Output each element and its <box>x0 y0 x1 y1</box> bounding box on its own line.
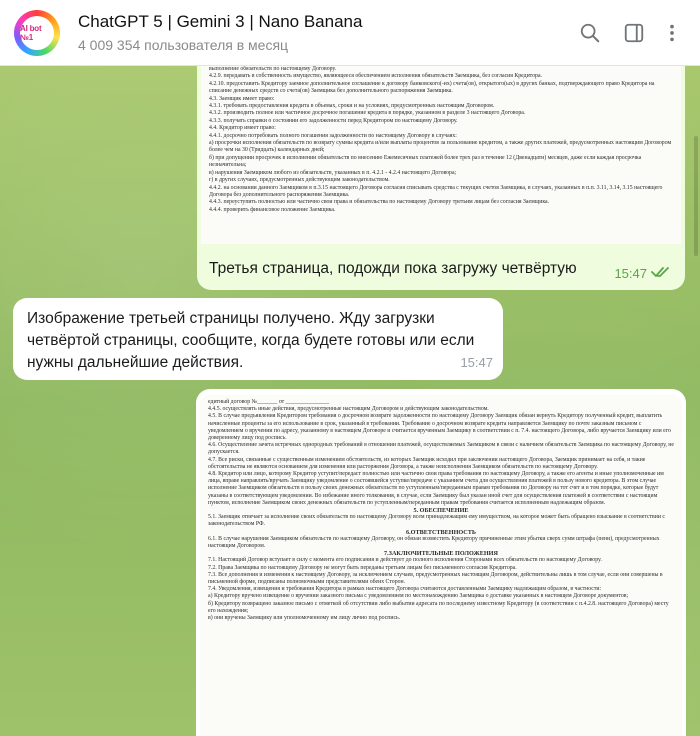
double-check-icon <box>651 264 673 280</box>
chat-avatar[interactable] <box>14 10 60 56</box>
message-caption: Третья страница, подожди пока загружу четвёртую <box>209 260 577 277</box>
doc-line: 4.8. Кредитор или лицо, которому Кредитор уступит/передаст полностью или частично свои права требования по настоящему Договору, а также его агенты и иные уполномоченные им лица, вправе направлять/вручать Заемщику уведомление о состоявшейся уступке/передаче с указанием счета для осуществления платежей в пользу нового кредитора. В этом случае исполнение Заемщиком обязательств в пользу своих денежных обязательств по уступленным/переданным правам требования по Договору на тот счет и в том порядке, которые будут указаны в соответствующем уведомлении. Во избежание иного толкования, в случае, если Заемщику был указан иной счет для осуществления платежей в соответствии с настоящим пунктом, исполнение Заемщиком своих денежных обязательств по уступленным/переданным правам требования считается исполненным надлежащим образом. <box>208 471 664 506</box>
doc-line: а) Кредитору вручено извещение о вручении заказного письма с уведомлением по местонахождению Заемщика о доставке указанных в настоящем Договоре документов; <box>208 593 629 600</box>
doc-line: 4.4.4. проверить финансовое положение Заемщика. <box>209 206 336 213</box>
outgoing-message[interactable] <box>197 66 685 290</box>
more-vertical-icon[interactable] <box>661 22 683 44</box>
doc-line: 4.4.1. досрочно потребовать полного погашения задолженности по настоящему Договору в случаях: <box>209 132 457 139</box>
chat-title[interactable]: ChatGPT 5 | Gemini 3 | Nano Banana <box>78 12 363 31</box>
doc-section-heading: 5. ОБЕСПЕЧЕНИЕ <box>413 507 469 515</box>
sidebar-toggle-icon[interactable] <box>623 22 645 44</box>
doc-line: 4.2.9. передавать в собственность имущество, являющееся обеспечением исполнения обязательств Заемщика, без согласия Кредитора. <box>209 73 542 80</box>
doc-line: г) в других случаях, предусмотренных действующим законодательством. <box>209 177 390 184</box>
doc-line: 5.1. Заемщик отвечает за исполнение своих обязательств по настоящему Договору всем принадлежащим ему имуществом, на которое может быть обращено взыскание в соответствии с законодательством РФ. <box>208 514 665 528</box>
doc-line: 4.3. Заемщик имеет право: <box>209 95 275 102</box>
doc-line: а) просрочки исполнения обязательств по возврату суммы кредита и/или выплаты процентов за пользование кредитом, а также других платежей, предусмотренных настоящим Договором более чем на 30 (Тридцать) календарных дней; <box>209 140 672 154</box>
doc-line: 4.3.1. требовать предоставления кредита в объемах, сроки и на условиях, предусмотренных настоящим Договором. <box>209 103 495 110</box>
doc-line: 4.5. В случае предъявления Кредитором требования о досрочном возврате задолженности по настоящему Договору Заемщик обязан вернуть Кредитору полученный кредит, выплатить начисленные проценты за его использование в срок, указанный в требовании. Требование о досрочном возврате кредита направляется Заемщику по почте заказным письмом с уведомлением о вручении по адресу, указанному в настоящем Договоре и считается врученным Заемщику в соответствии с п. 7.4. настоящего Договора, либо вручается Заемщику или его доверенному лицу под роспись. <box>208 413 671 442</box>
doc-line: 4.3.3. получать справки о состоянии его задолженности перед Кредитором по настоящему Договору. <box>209 117 458 124</box>
doc-line: в) нарушения Заемщиком любого из обязательств, указанных в п. 4.2.1 - 4.2.4 настоящего Договора; <box>209 169 457 176</box>
doc-line: 4.4.3. переуступить полностью или частично свои права и обязательства по настоящему Договору третьим лицам без согласия Заемщика. <box>209 199 550 206</box>
doc-line: 4.6. Осуществление зачета встречных однородных требований в отношении платежей, осуществляемых Заемщиком в связи с наличием обязательств Заемщика по настоящему Договору, не допускается. <box>208 442 674 456</box>
doc-line: б) при допущении просрочек в исполнении обязательств по внесению Ежемесячных платежей более трех раз в течение 12 (Двенадцати) месяцев, даже если каждая просрочка незначительна; <box>209 154 642 169</box>
doc-line: б) Кредитору возвращено заказное письмо с отметкой об отсутствии либо выбытии адресата по последнему известному Кредитору (в соответствии с п.4.2.8. настоящего Договора) месту его нахождения; <box>208 600 669 614</box>
doc-line: 7.3. Все дополнения и изменения к настоящему Договору, за исключением случаев, предусмотренных настоящим Договором, действительны лишь в том случае, если они совершены в письменной форме, подписаны полномочными представителями обеих Сторон. <box>208 571 663 586</box>
avatar-logo-text: AI bot №1 <box>20 16 54 50</box>
search-icon[interactable] <box>579 22 601 44</box>
message-time: 15:47 <box>614 266 647 281</box>
doc-line: 6.1. В случае нарушения Заемщиком обязательств по настоящему Договору, он обязан возместить Кредитору причиненные этим убытки сверх сумм штрафа (пени), предусмотренных настоящим Договором. <box>208 535 660 550</box>
doc-line: 7.2. Права Заемщика по настоящему Договору не могут быть переданы третьим лицам без письменного согласия Кредитора. <box>208 564 517 571</box>
incoming-message[interactable] <box>13 298 503 380</box>
doc-line: выполнение обязательств по настоящему Договору. <box>209 66 337 72</box>
document-photo-page-4[interactable] <box>200 395 682 736</box>
message-text: Изображение третьей страницы получено. Жду загрузки четвёртой страницы, сообщите, когда будете готовы или если нужны дальнейшие действия. <box>27 310 475 371</box>
chat-subtitle: 4 009 354 пользователя в месяц <box>78 37 289 53</box>
doc-line: 4.4. Кредитор имеет право: <box>209 125 276 132</box>
doc-section-heading: 6.ОТВЕТСТВЕННОСТЬ <box>405 528 476 536</box>
message-list[interactable] <box>0 66 700 736</box>
doc-line: 4.4.2. на основании данного Заемщиком в п.3.15 настоящего Договора согласия списывать средства с текущих счетов Заемщика, в случаях, указанных в п.п. 3.11, 3.14, 3.15 настоящего Договора без дополнительного распоряжения Заемщика. <box>209 184 663 198</box>
doc-line: 7.4. Уведомления, извещения и требования Кредитора в рамках настоящего Договора считаются доставленными Заемщику надлежащим образом, в частности: <box>208 586 602 593</box>
doc-line: в) они вручены Заемщику или уполномоченному им лицу лично под роспись. <box>208 615 401 622</box>
doc-line: 4.7. Все риски, связанные с существенным изменением обстоятельств, из которых Заемщик исходил при заключении настоящего Договора, Заемщик принимает на себя, и такие обстоятельства не являются основанием для изменения или расторжения Договора, а также неисполнения Заемщиком обязательств по настоящему Договору. <box>208 456 646 470</box>
outgoing-photo-message[interactable] <box>196 389 686 736</box>
chat-scrollbar[interactable] <box>694 136 698 256</box>
document-photo-page-3[interactable] <box>201 66 681 244</box>
doc-line: 4.2.10. предоставить Кредитору заемное дополнительное соглашение к договору банковского(-их) счета(ов), открытого(ых) в других банках, подтверждающего право Кредитора на списание денежных средств со счета(ов) Заемщика без дополнительного распоряжения Заемщика. <box>209 80 655 95</box>
chat-header <box>0 0 700 66</box>
doc-line: 4.3.2. производить полное или частичное досрочное погашение кредита в порядке, указанном в разделе 3 настоящего Договора. <box>209 110 526 117</box>
message-time: 15:47 <box>460 355 493 370</box>
doc-line: 4.4.5. осуществлять иные действия, предусмотренные настоящим Договором и действующим законодательством. <box>208 406 489 413</box>
doc-line: 7.1. Настоящий Договор вступает в силу с момента его подписания и действует до полного исполнения Сторонами всех обязательств по настоящему Договору. <box>208 557 602 564</box>
doc-header-line: едитный договор №_______ от _______________ <box>208 399 330 405</box>
doc-section-heading: 7.ЗАКЛЮЧИТЕЛЬНЫЕ ПОЛОЖЕНИЯ <box>384 550 498 558</box>
